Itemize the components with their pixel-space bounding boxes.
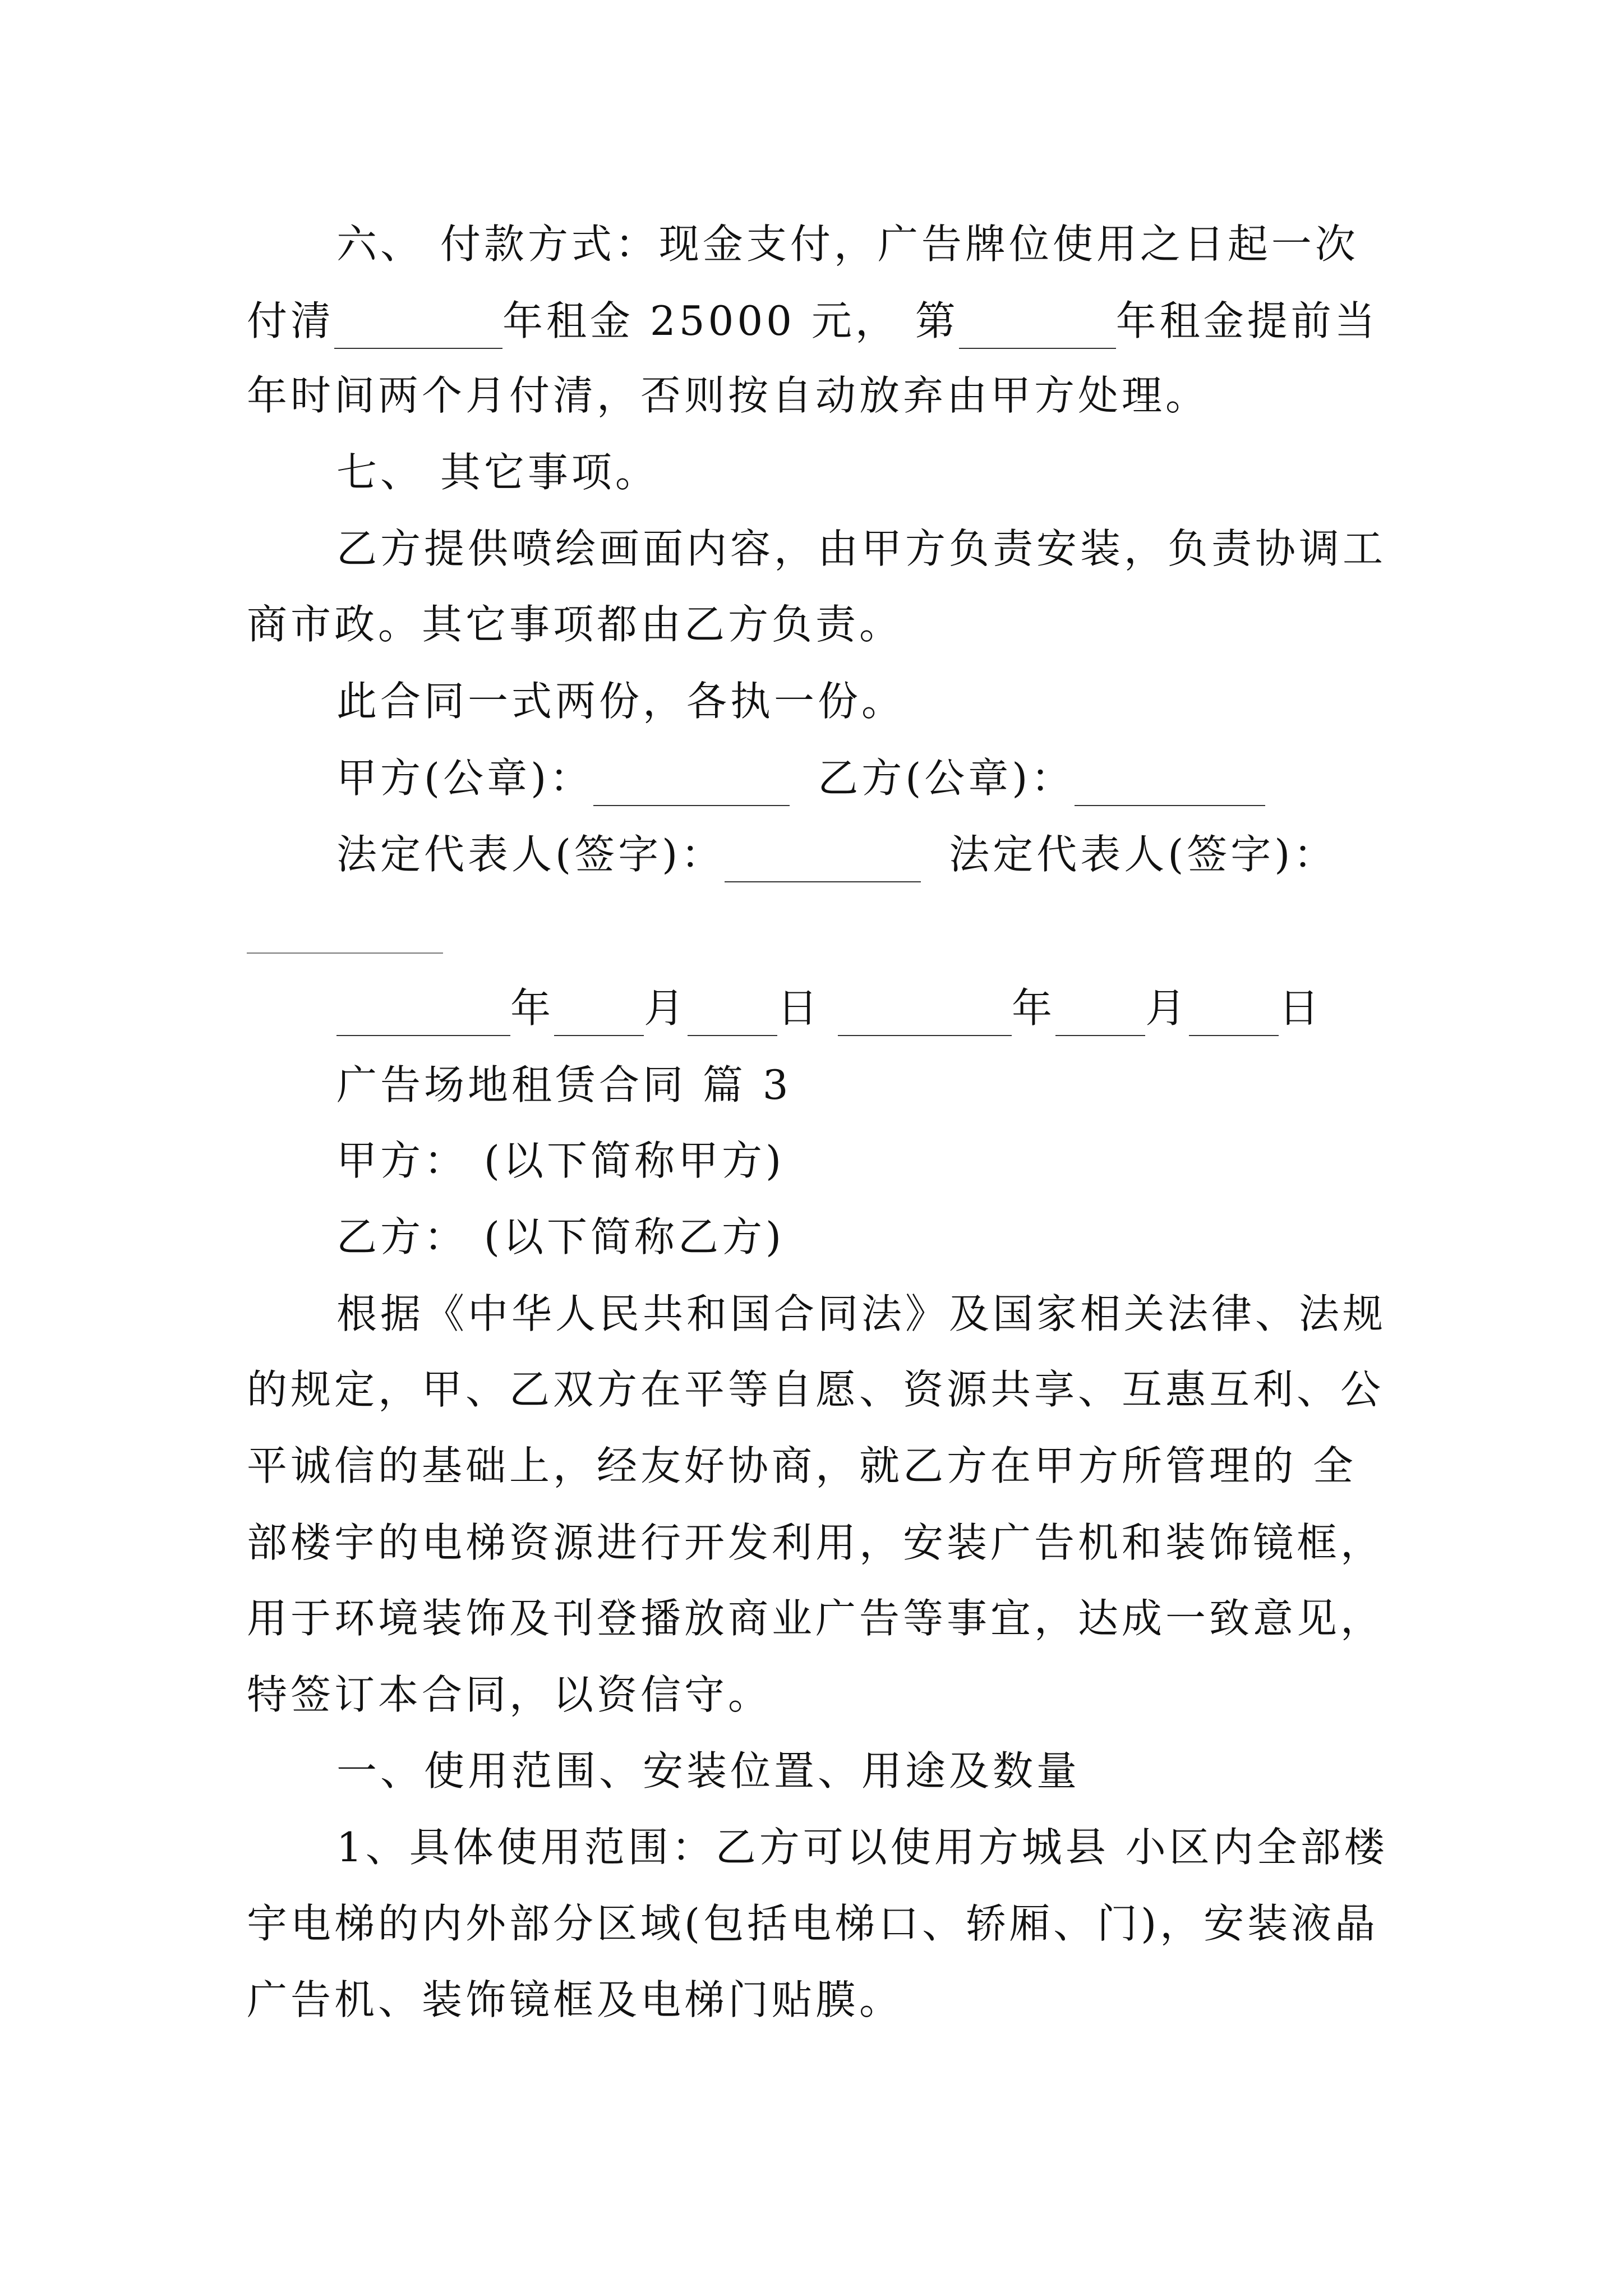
clause-seven-line-2: 商市政。其它事项都由乙方负责。 <box>247 601 903 648</box>
preamble-line-6: 特签订本合同，以资信守。 <box>247 1671 772 1718</box>
party-b-seal-field[interactable] <box>1075 766 1265 806</box>
article-one-item-1-line-1: 1、具体使用范围：乙方可以使用方城县 小区内全部楼 <box>336 1824 1388 1871</box>
party-a-line: 甲方： (以下简称甲方) <box>336 1137 785 1184</box>
party-b-year-field[interactable] <box>838 996 1012 1036</box>
party-seal-line: 甲方(公章)： 乙方(公章)： <box>336 750 1385 806</box>
article-one-item-1-line-2: 宇电梯的内外部分区域(包括电梯口、轿厢、门)，安装液晶 <box>247 1900 1379 1947</box>
article-one-heading: 一、使用范围、安装位置、用途及数量 <box>336 1747 1081 1795</box>
party-b-signature-field[interactable] <box>247 913 443 954</box>
copies-statement: 此合同一式两份，各执一份。 <box>336 678 906 725</box>
date-line: 年 月 日 年 月 日 <box>336 980 1385 1036</box>
party-b-month-field[interactable] <box>1055 996 1145 1036</box>
party-a-month-field[interactable] <box>554 996 644 1036</box>
clause-seven-heading: 七、 其它事项。 <box>336 449 659 496</box>
clause-seven-line-1: 乙方提供喷绘画面内容，由甲方负责安装，负责协调工 <box>336 525 1387 572</box>
preamble-line-4: 部楼宇的电梯资源进行开发利用，安装广告机和装饰镜框， <box>247 1519 1385 1566</box>
preamble-line-1: 根据《中华人民共和国合同法》及国家相关法律、法规 <box>336 1290 1387 1337</box>
blank-field[interactable] <box>959 309 1116 349</box>
signature-continuation-line <box>247 898 1385 954</box>
party-b-day-field[interactable] <box>1189 996 1279 1036</box>
preamble-line-5: 用于环境装饰及刊登播放商业广告等事宜，达成一致意见， <box>247 1595 1385 1642</box>
representative-signature-line: 法定代表人(签字)： 法定代表人(签字)： <box>336 826 1385 882</box>
clause-six-line-3: 年时间两个月付清，否则按自动放弃由甲方处理。 <box>247 372 1210 419</box>
clause-six-line-1: 六、 付款方式：现金支付，广告牌位使用之日起一次 <box>336 220 1359 268</box>
party-a-year-field[interactable] <box>336 996 510 1036</box>
party-a-day-field[interactable] <box>688 996 777 1036</box>
article-one-item-1-line-3: 广告机、装饰镜框及电梯门贴膜。 <box>247 1976 903 2023</box>
party-a-seal-field[interactable] <box>593 766 790 806</box>
party-b-line: 乙方： (以下简称乙方) <box>336 1213 785 1260</box>
blank-field[interactable] <box>334 309 502 349</box>
party-a-signature-field[interactable] <box>725 842 921 882</box>
preamble-line-3: 平诚信的基础上，经友好协商，就乙方在甲方所管理的 全 <box>247 1442 1357 1489</box>
clause-six-line-2: 付清 年租金 25000 元， 第 年租金提前当 <box>247 293 1385 349</box>
section-title: 广告场地租赁合同 篇 3 <box>336 1061 792 1108</box>
preamble-line-2: 的规定，甲、乙双方在平等自愿、资源共享、互惠互利、公 <box>247 1366 1385 1413</box>
